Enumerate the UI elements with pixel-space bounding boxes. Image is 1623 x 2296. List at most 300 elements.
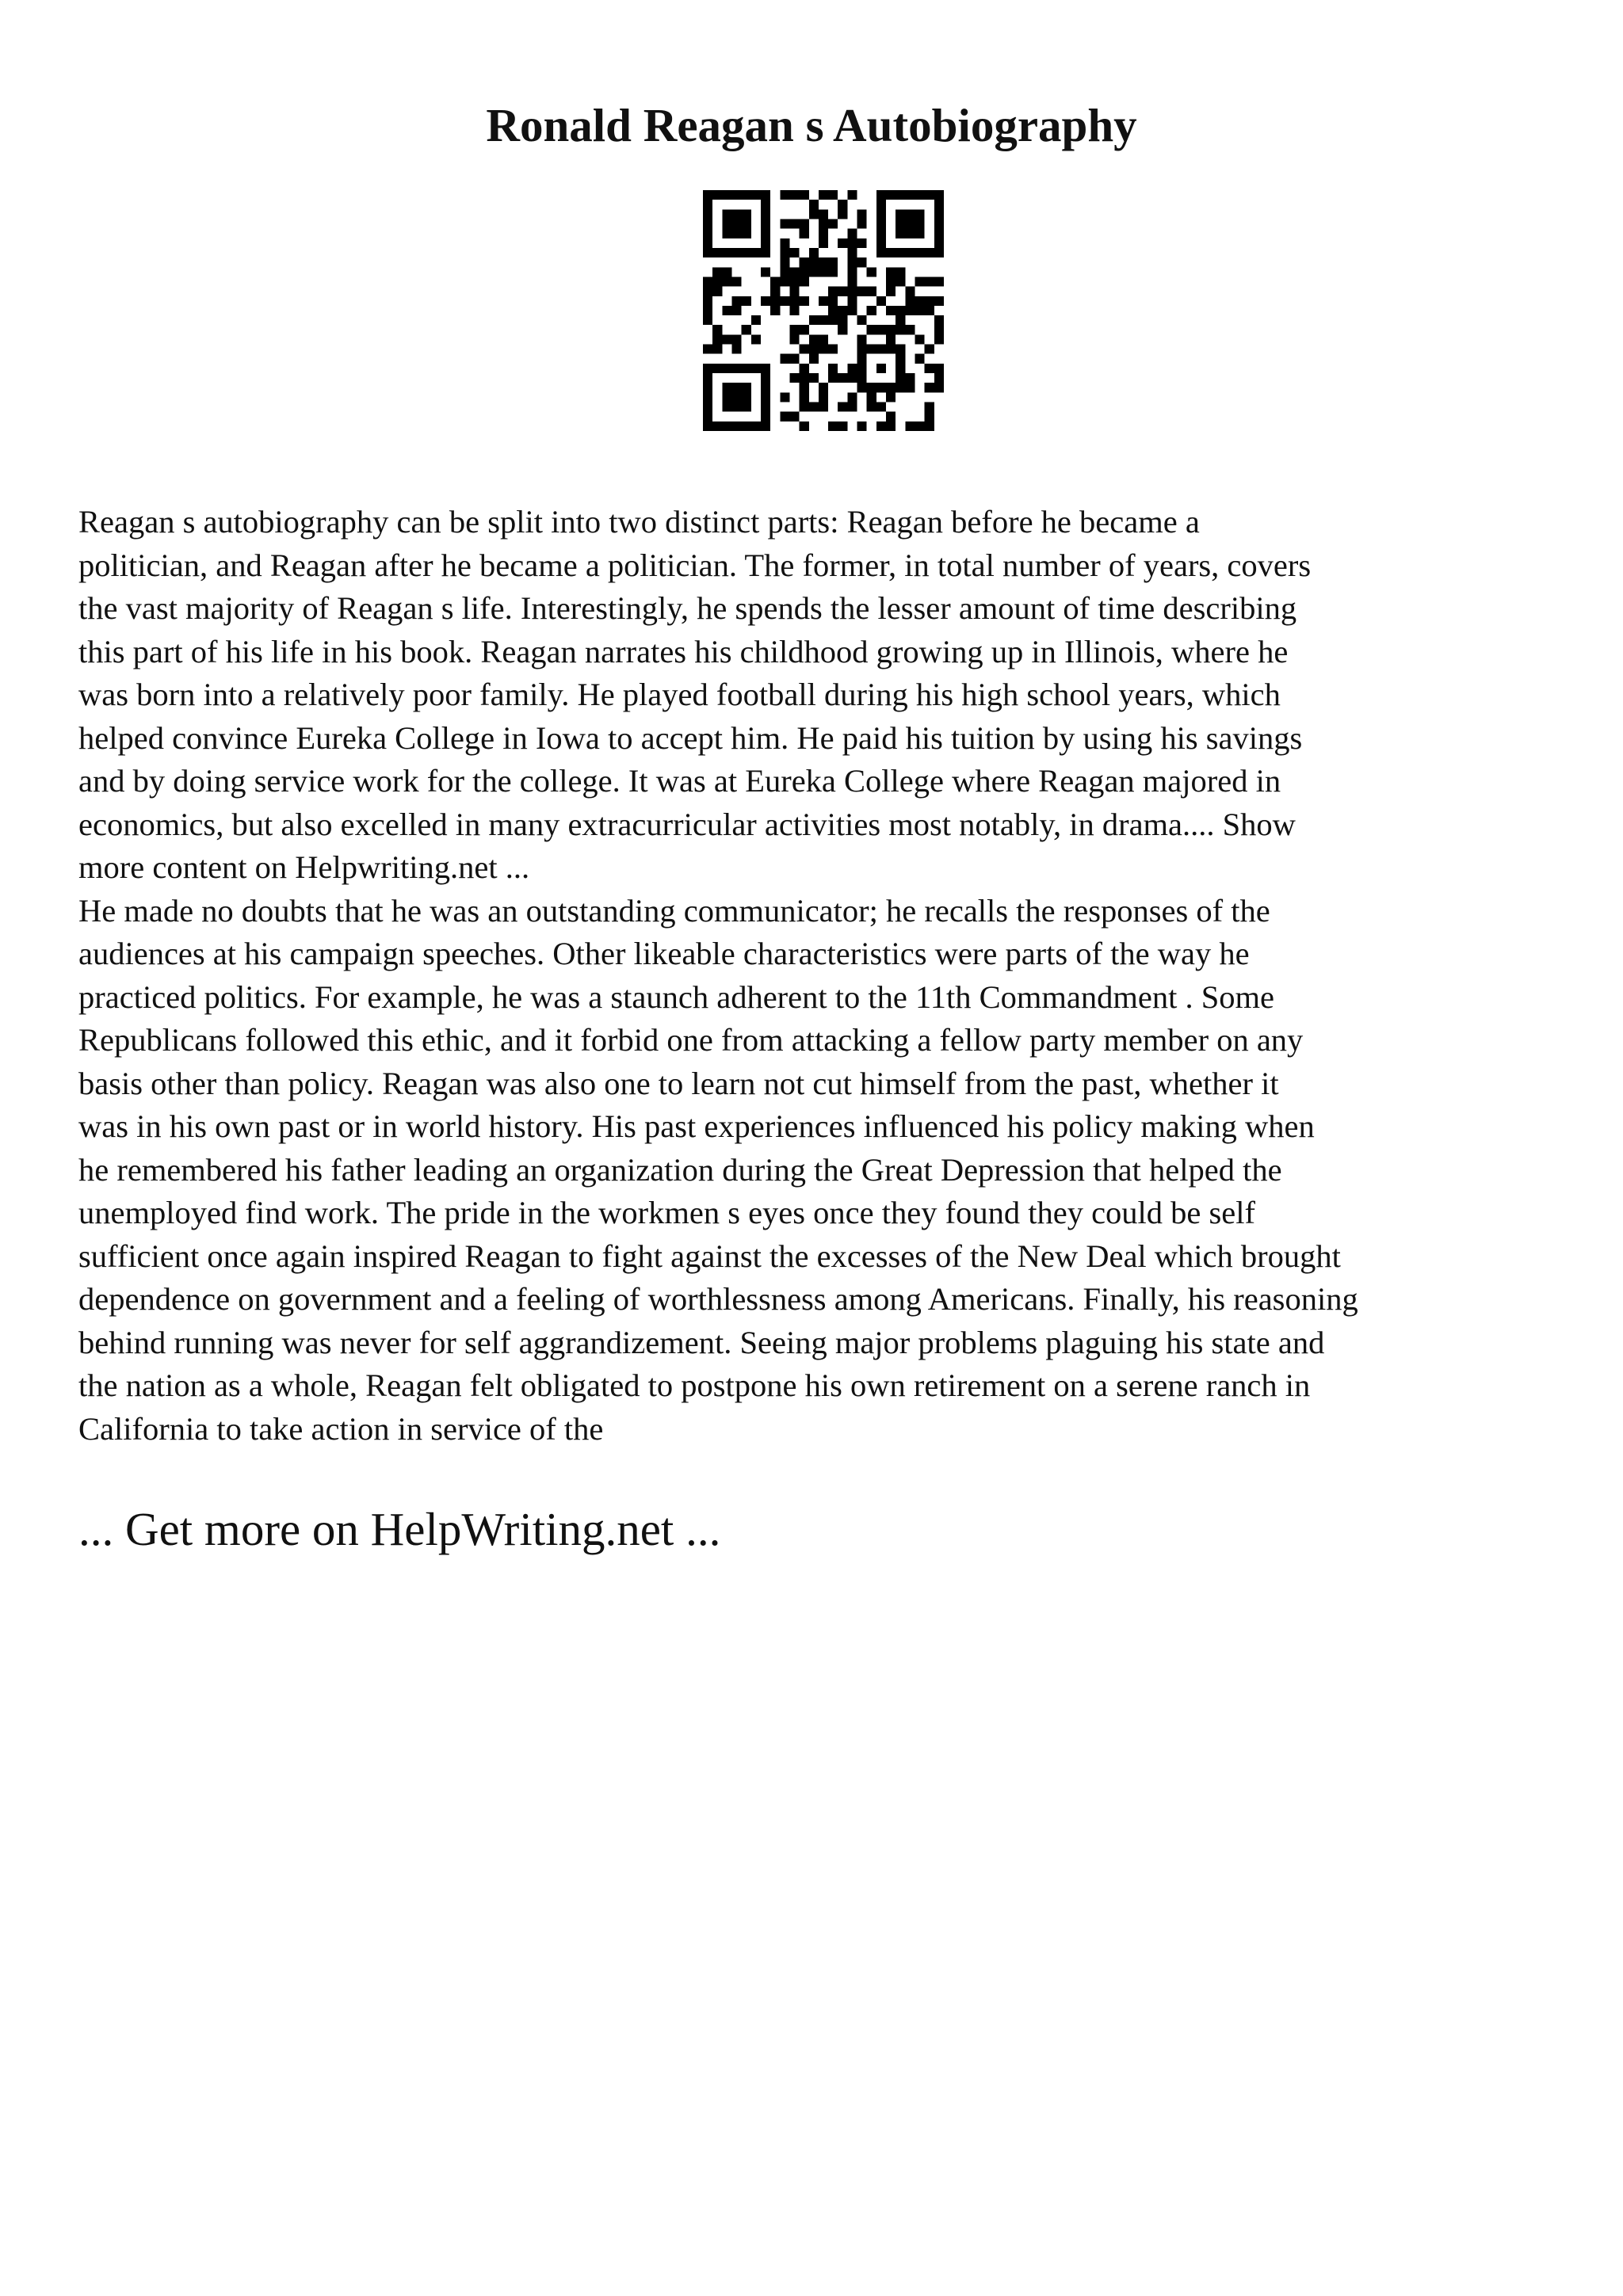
qr-module (857, 257, 867, 267)
qr-module (703, 383, 712, 392)
qr-module (751, 190, 761, 200)
qr-module (761, 402, 770, 412)
qr-module (761, 248, 770, 257)
qr-module (751, 334, 761, 344)
qr-module (731, 248, 741, 257)
qr-module (722, 392, 731, 402)
qr-module (934, 364, 944, 373)
qr-module (857, 421, 867, 431)
qr-module (712, 345, 722, 354)
qr-module (742, 402, 751, 412)
qr-module (905, 373, 915, 383)
qr-module (731, 345, 741, 354)
qr-module (857, 364, 867, 373)
qr-module (905, 219, 915, 228)
qr-module (742, 392, 751, 402)
qr-module (722, 421, 731, 431)
qr-module (789, 354, 799, 364)
qr-module (731, 383, 741, 392)
qr-module (847, 190, 857, 200)
qr-module (876, 248, 886, 257)
qr-module (847, 402, 857, 412)
qr-module (800, 257, 809, 267)
qr-module (722, 364, 731, 373)
qr-module (819, 296, 828, 306)
qr-module (896, 277, 905, 286)
qr-module (761, 190, 770, 200)
qr-module (876, 345, 886, 354)
qr-module (925, 248, 934, 257)
qr-module (789, 373, 799, 383)
qr-module (780, 219, 789, 228)
qr-module (712, 334, 722, 344)
qr-module (712, 325, 722, 334)
qr-module (828, 315, 838, 325)
qr-module (838, 421, 847, 431)
qr-module (761, 219, 770, 228)
qr-module (761, 267, 770, 277)
qr-module (838, 238, 847, 248)
qr-module (876, 383, 886, 392)
qr-module (780, 190, 789, 200)
qr-module (789, 190, 799, 200)
qr-module (934, 238, 944, 248)
qr-module (934, 325, 944, 334)
qr-module (789, 334, 799, 344)
page-title: Ronald Reagan s Autobiography (486, 99, 1137, 151)
qr-module (712, 364, 722, 373)
qr-module (925, 364, 934, 373)
qr-module (876, 296, 886, 306)
qr-module (915, 306, 925, 315)
qr-module (828, 306, 838, 315)
qr-module (886, 306, 896, 315)
qr-module (809, 267, 819, 277)
qr-module (770, 287, 780, 296)
qr-module (742, 421, 751, 431)
qr-module (847, 238, 857, 248)
qr-module (809, 209, 819, 219)
qr-module (789, 267, 799, 277)
qr-module (761, 296, 770, 306)
qr-module (896, 267, 905, 277)
qr-module (857, 238, 867, 248)
qr-module (722, 209, 731, 219)
qr-module (828, 421, 838, 431)
qr-module (742, 219, 751, 228)
qr-module (915, 277, 925, 286)
qr-module (712, 267, 722, 277)
qr-module (809, 402, 819, 412)
qr-module (828, 267, 838, 277)
qr-module (876, 421, 886, 431)
qr-module (838, 209, 847, 219)
qr-module (731, 334, 741, 344)
qr-module (703, 412, 712, 421)
qr-module (896, 383, 905, 392)
qr-module (703, 392, 712, 402)
qr-module (722, 190, 731, 200)
qr-module (800, 277, 809, 286)
qr-module (857, 209, 867, 219)
qr-module (915, 190, 925, 200)
qr-module (838, 373, 847, 383)
qr-module (770, 277, 780, 286)
qr-module (800, 373, 809, 383)
qr-module (800, 267, 809, 277)
qr-module (905, 190, 915, 200)
qr-module (703, 219, 712, 228)
qr-module (819, 190, 828, 200)
qr-module (847, 248, 857, 257)
qr-module (703, 315, 712, 325)
qr-module (896, 248, 905, 257)
qr-module (761, 364, 770, 373)
qr-module (934, 200, 944, 209)
qr-module (847, 296, 857, 306)
qr-module (819, 229, 828, 238)
qr-module (731, 296, 741, 306)
qr-module (819, 334, 828, 344)
qr-module (800, 383, 809, 392)
get-more-link[interactable]: ... Get more on HelpWriting.net ... (78, 1503, 721, 1555)
qr-module (867, 287, 876, 296)
qr-module (731, 306, 741, 315)
qr-module (800, 364, 809, 373)
qr-module (731, 421, 741, 431)
paragraph-2: He made no doubts that he was an outstanding communicator; he recalls the responses of the audiences at his campaign speeches. Other likeable characteristics were parts of the way he practiced politics. For example, he was a staunch adherent to the 11th Commandment . Some Republicans followed this ethic, and it forbid one from attacking a fellow party member on any basis other than policy. Reagan was also one to learn not cut himself from the past, whether it was in his own past or in world history. His past experiences influenced his policy making when he remembered his father leading an organization during the Great Depression that helped the unemployed find work. The pride in the workmen s eyes once they found they could be self sufficient once again inspired Reagan to fight against the excesses of the New Deal which brought dependence on government and a feeling of worthlessness among Americans. Finally, his reasoning behind running was never for self aggrandizement. Seeing major problems plaguing his state and the nation as a whole, Reagan felt obligated to postpone his own retirement on a serene ranch in California to take action in service of the (78, 892, 1358, 1447)
qr-module (896, 229, 905, 238)
qr-module (886, 345, 896, 354)
qr-module (722, 229, 731, 238)
qr-module (886, 248, 896, 257)
qr-module (896, 354, 905, 364)
qr-module (915, 209, 925, 219)
qr-module (780, 296, 789, 306)
qr-module (761, 392, 770, 402)
qr-module (742, 248, 751, 257)
qr-module (828, 296, 838, 306)
qr-module (800, 219, 809, 228)
qr-module (867, 383, 876, 392)
qr-module (731, 392, 741, 402)
qr-module (703, 238, 712, 248)
qr-module (731, 209, 741, 219)
qr-module (819, 383, 828, 392)
qr-module (905, 421, 915, 431)
qr-module (876, 364, 886, 373)
qr-module (800, 421, 809, 431)
qr-module (742, 325, 751, 334)
qr-module (722, 334, 731, 344)
qr-module (789, 277, 799, 286)
qr-module (847, 306, 857, 315)
qr-module (780, 354, 789, 364)
qr-module (800, 392, 809, 402)
qr-module (800, 190, 809, 200)
qr-module (731, 277, 741, 286)
qr-module (876, 219, 886, 228)
qr-module (761, 200, 770, 209)
qr-module (857, 373, 867, 383)
qr-module (809, 354, 819, 364)
qr-module (789, 287, 799, 296)
qr-module (925, 277, 934, 286)
qr-module (761, 238, 770, 248)
qr-module (703, 229, 712, 238)
qr-module (789, 412, 799, 421)
qr-module (780, 267, 789, 277)
qr-module (722, 219, 731, 228)
qr-module (789, 248, 799, 257)
qr-module (867, 306, 876, 315)
qr-module (925, 421, 934, 431)
qr-module (896, 364, 905, 373)
qr-module (934, 209, 944, 219)
qr-module (857, 287, 867, 296)
qr-module (934, 296, 944, 306)
qr-module (722, 267, 731, 277)
qr-module (800, 345, 809, 354)
qr-module (876, 190, 886, 200)
article-body (78, 501, 1568, 1451)
qr-module (789, 306, 799, 315)
qr-module (905, 248, 915, 257)
qr-module (925, 412, 934, 421)
qr-module (934, 277, 944, 286)
qr-module (896, 306, 905, 315)
qr-module (847, 373, 857, 383)
qr-module (722, 402, 731, 412)
qr-module (934, 373, 944, 383)
qr-module (915, 219, 925, 228)
qr-module (761, 421, 770, 431)
qr-module (925, 306, 934, 315)
qr-module (925, 190, 934, 200)
qr-module (703, 277, 712, 286)
qr-module (742, 383, 751, 392)
qr-module (934, 190, 944, 200)
qr-module (896, 325, 905, 334)
qr-module (761, 412, 770, 421)
qr-module (905, 296, 915, 306)
qr-module (847, 267, 857, 277)
qr-module (742, 190, 751, 200)
qr-module (722, 306, 731, 315)
qr-module (712, 421, 722, 431)
qr-module (703, 421, 712, 431)
qr-module (915, 421, 925, 431)
qr-module (761, 373, 770, 383)
qr-module (809, 257, 819, 267)
qr-module (876, 200, 886, 209)
qr-module (905, 325, 915, 334)
qr-module (703, 296, 712, 306)
qr-module (761, 383, 770, 392)
qr-module (847, 257, 857, 267)
qr-module (934, 315, 944, 325)
qr-module (934, 248, 944, 257)
qr-module (780, 248, 789, 257)
qr-module (886, 383, 896, 392)
qr-module (857, 219, 867, 228)
qr-module (819, 402, 828, 412)
qr-module (886, 287, 896, 296)
qr-module (838, 315, 847, 325)
qr-module (742, 229, 751, 238)
qr-module (896, 373, 905, 383)
qr-module (703, 373, 712, 383)
qr-module (809, 345, 819, 354)
qr-module (867, 402, 876, 412)
qr-module (819, 345, 828, 354)
qr-module (905, 229, 915, 238)
qr-module (934, 219, 944, 228)
qr-module (819, 267, 828, 277)
qr-module (905, 306, 915, 315)
qr-module (876, 209, 886, 219)
qr-module (847, 229, 857, 238)
qr-module (761, 229, 770, 238)
qr-module (703, 402, 712, 412)
qr-module (703, 248, 712, 257)
qr-module (886, 421, 896, 431)
qr-module (838, 200, 847, 209)
qr-module (828, 364, 838, 373)
qr-module (809, 373, 819, 383)
qr-module (857, 383, 867, 392)
qr-module (857, 334, 867, 344)
qr-module (809, 334, 819, 344)
qr-module (828, 287, 838, 296)
qr-module (896, 345, 905, 354)
qr-module (819, 315, 828, 325)
qr-module (703, 306, 712, 315)
qr-module (703, 345, 712, 354)
qr-module (712, 248, 722, 257)
qr-module (703, 364, 712, 373)
qr-module (828, 373, 838, 383)
qr-module (857, 354, 867, 364)
qr-module (751, 421, 761, 431)
qr-module (819, 238, 828, 248)
qr-module (780, 277, 789, 286)
qr-module (819, 257, 828, 267)
qr-module (838, 325, 847, 334)
qr-module (800, 402, 809, 412)
qr-module (742, 296, 751, 306)
qr-module (915, 229, 925, 238)
qr-module (925, 345, 934, 354)
qr-module (731, 190, 741, 200)
qr-module (703, 200, 712, 209)
qr-module (915, 296, 925, 306)
qr-module (722, 248, 731, 257)
qr-module (722, 383, 731, 392)
qr-module (925, 402, 934, 412)
qr-module (731, 229, 741, 238)
qr-module (819, 209, 828, 219)
qr-module (731, 402, 741, 412)
qr-module (800, 325, 809, 334)
qr-module (867, 345, 876, 354)
qr-module (742, 209, 751, 219)
qr-module (886, 325, 896, 334)
qr-module (905, 209, 915, 219)
qr-module (896, 315, 905, 325)
qr-module (761, 209, 770, 219)
qr-module (828, 345, 838, 354)
paragraph-1: Reagan s autobiography can be split into two distinct parts: Reagan before he became a politician, and Reagan after he became a politician. The former, in total number of years, covers the vast majority of Reagan s life. Interestingly, he spends the lesser amount of time describing this part of his life in his book. Reagan narrates his childhood growing up in Illinois, where he was born into a relatively poor family. He played football during his high school years, which helped convince Eureka College in Iowa to accept him. He paid his tuition by using his savings and by doing service work for the college. It was at Eureka College where Reagan majored in economics, but also excelled in many extracurricular activities most notably, in drama.... Show more content on Helpwriting.net ... (78, 504, 1312, 885)
qr-module (876, 325, 886, 334)
qr-module (838, 287, 847, 296)
qr-module (886, 392, 896, 402)
qr-module (838, 402, 847, 412)
qr-module (770, 306, 780, 315)
qr-module (828, 257, 838, 267)
qr-module (886, 190, 896, 200)
qr-module (915, 248, 925, 257)
qr-module (819, 392, 828, 402)
qr-module (819, 219, 828, 228)
qr-module (886, 267, 896, 277)
qr-module (751, 364, 761, 373)
qr-module (867, 267, 876, 277)
qr-module (703, 209, 712, 219)
qr-module (886, 334, 896, 344)
qr-module (780, 392, 789, 402)
qr-module (809, 200, 819, 209)
qr-module (896, 190, 905, 200)
qr-module (857, 315, 867, 325)
qr-module (828, 219, 838, 228)
qr-module (915, 334, 925, 344)
qr-module (731, 219, 741, 228)
qr-module (800, 296, 809, 306)
qr-module (857, 345, 867, 354)
qr-module (876, 238, 886, 248)
qr-module (934, 383, 944, 392)
qr-module (780, 257, 789, 267)
qr-module (925, 383, 934, 392)
qr-module (789, 296, 799, 306)
qr-module (703, 190, 712, 200)
qr-module (886, 277, 896, 286)
qr-module (712, 287, 722, 296)
qr-module (751, 248, 761, 257)
qr-module (867, 392, 876, 402)
qr-module (925, 296, 934, 306)
qr-module (905, 383, 915, 392)
qr-module (847, 364, 857, 373)
qr-module (751, 315, 761, 325)
qr-module (915, 354, 925, 364)
qr-module (934, 334, 944, 344)
qr-module (828, 190, 838, 200)
qr-module (712, 190, 722, 200)
qr-module (847, 277, 857, 286)
qr-module (838, 306, 847, 315)
qr-module (896, 219, 905, 228)
qr-module (780, 238, 789, 248)
qr-module (896, 209, 905, 219)
qr-module (780, 412, 789, 421)
qr-module (731, 364, 741, 373)
qr-module (886, 412, 896, 421)
qr-module (789, 219, 799, 228)
qr-module (712, 277, 722, 286)
qr-module (867, 325, 876, 334)
